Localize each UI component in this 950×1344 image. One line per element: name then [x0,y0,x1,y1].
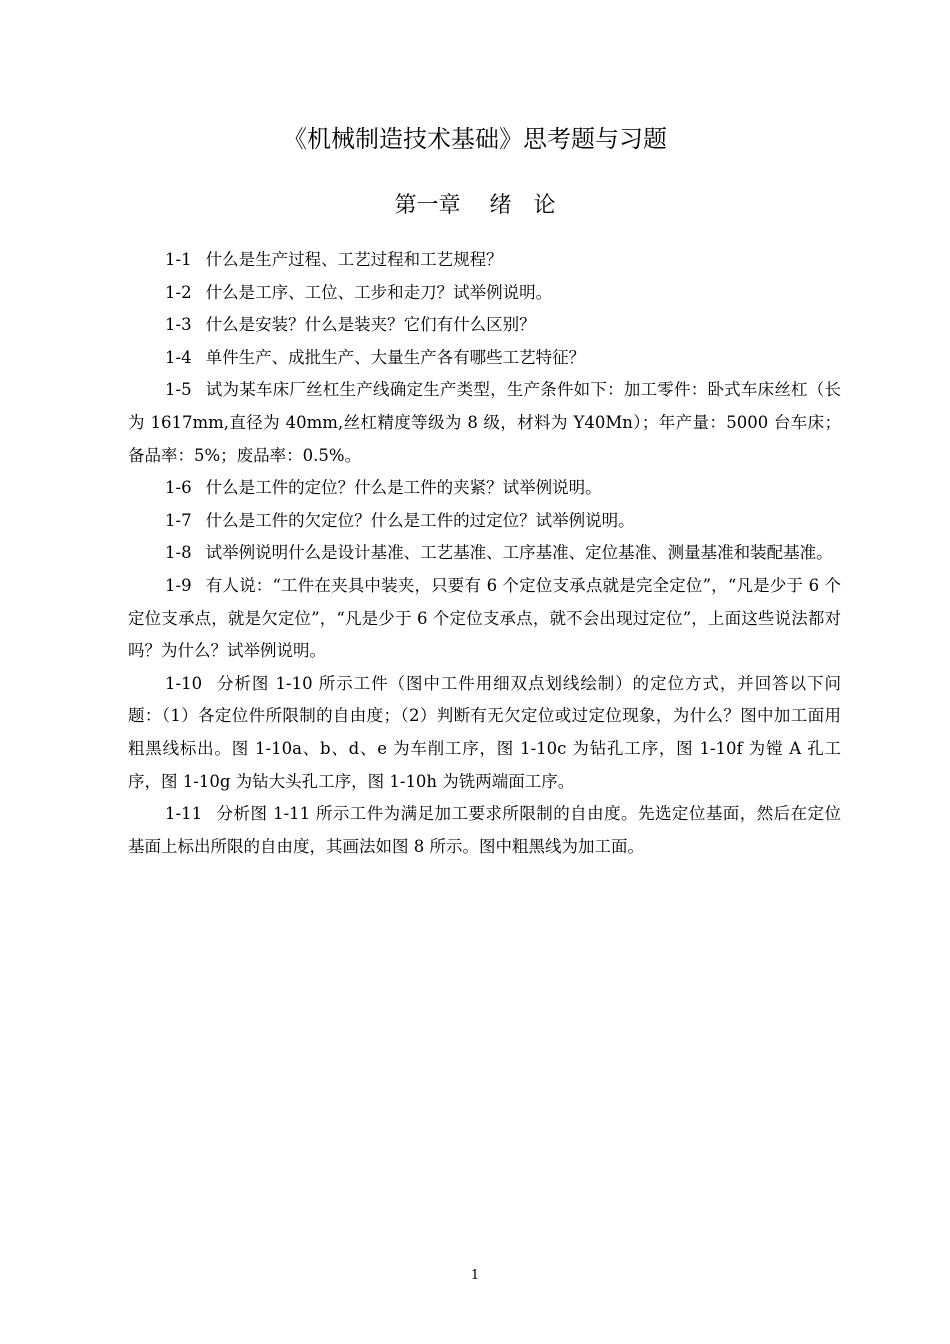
question-item [128,374,841,472]
question-item [128,668,841,798]
question-item [128,472,841,505]
question-number: 1-10 [165,673,203,693]
question-item [128,570,841,668]
page-number: 1 [470,1268,480,1283]
chapter-heading: 第一章 绪 论 [394,193,556,218]
question-text: 试为某车床厂丝杠生产线确定生产类型，生产条件如下：加工零件：卧式车床丝杠（长为 1617mm,直径为 40mm,丝杠精度等级为 8 级，材料为 Y40Mn）；年产量：5000 台车床；备品率：5%；废品率：0.5%。 [128,380,841,465]
question-text: 有人说：“工件在夹具中装夹，只要有 6 个定位支承点就是完全定位”，“凡是少于 6 个定位支承点，就是欠定位”，“凡是少于 6 个定位支承点，就不会出现过定位”，上面这些说法都对吗？为什么？试举例说明。 [128,575,841,661]
question-number: 1-3 [165,315,192,335]
question-item [128,537,841,570]
question-item [128,277,841,310]
question-list [128,244,841,863]
question-number: 1-9 [165,575,192,595]
question-text: 单件生产、成批生产、大量生产各有哪些工艺特征？ [205,347,586,367]
question-text: 什么是工序、工位、工步和走刀？试举例说明。 [205,282,553,302]
question-number: 1-11 [165,804,203,824]
question-text: 分析图 1-11 所示工件为满足加工要求所限制的自由度。先选定位基面，然后在定位基面上标出所限的自由度，其画法如图 8 所示。图中粗黑线为加工面。 [128,804,841,856]
question-text: 什么是生产过程、工艺过程和工艺规程？ [205,250,503,269]
question-text: 试举例说明什么是设计基准、工艺基准、工序基准、定位基准、测量基准和装配基准。 [205,543,833,563]
question-item [128,798,841,863]
question-number: 1-5 [165,380,192,400]
question-number: 1-2 [165,282,192,302]
question-item [128,342,841,375]
question-number: 1-6 [165,478,192,498]
question-text: 什么是工件的定位？什么是工件的夹紧？试举例说明。 [205,478,602,498]
question-text: 分析图 1-10 所示工件（图中工件用细双点划线绘制）的定位方式，并回答以下问题：（1）各定位件所限制的自由度；（2）判断有无欠定位或过定位现象，为什么？图中加工面用粗黑线标出。图 1-10a、b、d、e 为车削工序，图 1-10c 为钻孔工序，图 1-10f 为镗 A 孔工序，图 1-10g 为钻大头孔工序，图 1-10h 为铣两端面工序。 [128,673,841,791]
document-title: 《机械制造技术基础》思考题与习题 [283,125,667,153]
question-text: 什么是工件的欠定位？什么是工件的过定位？试举例说明。 [205,510,635,530]
question-number: 1-1 [165,250,192,269]
question-item [128,309,841,342]
question-number: 1-4 [165,347,192,367]
question-text: 什么是安装？什么是装夹？它们有什么区别？ [205,315,536,335]
question-item [128,505,841,538]
question-number: 1-8 [165,543,192,563]
question-item [128,244,841,277]
question-number: 1-7 [165,510,192,530]
